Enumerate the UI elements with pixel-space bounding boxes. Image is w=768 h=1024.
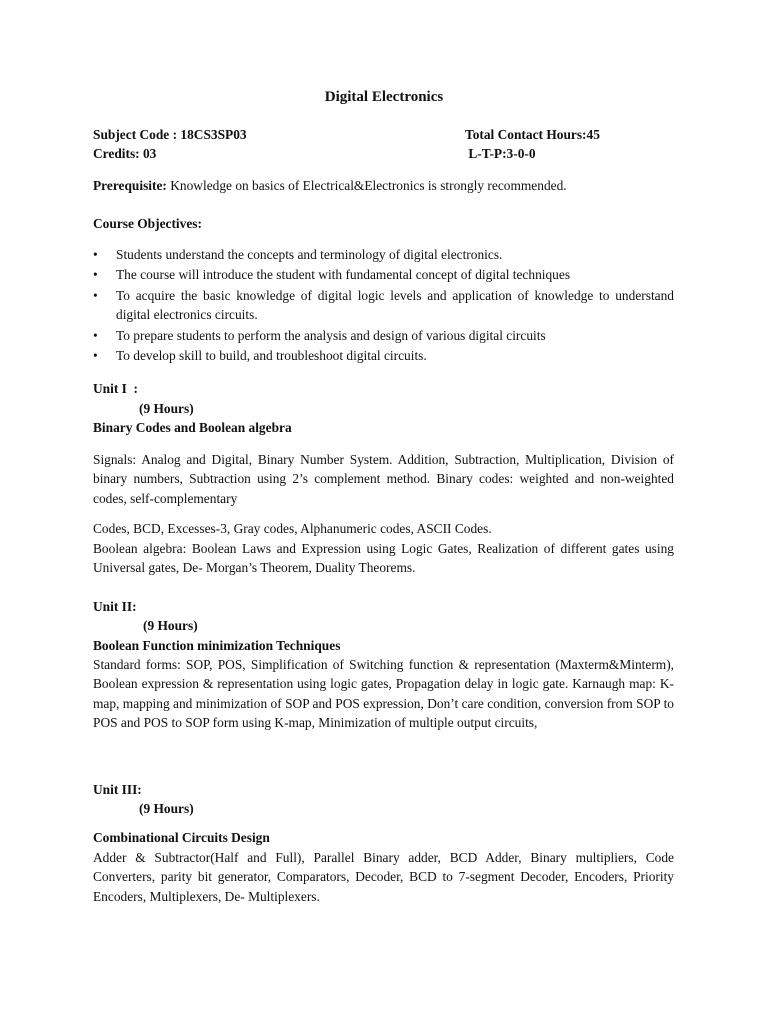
subject-code: Subject Code : 18CS3SP03 [93, 127, 247, 142]
unit1-label: Unit I : [93, 381, 139, 396]
unit1-para2b: Boolean algebra: Boolean Laws and Expression using Logic Gates, Realization of different gates using Universal gates, De- Morgan’s Theorem, Duality Theorems. [93, 541, 674, 576]
prerequisite-label: Prerequisite: [93, 178, 167, 193]
unit2-para: Standard forms: SOP, POS, Simplification of Switching function & representation (Maxterm&Minterm), Boolean expression & representation using logic gates, Propagation delay in logic gate. Karnaugh map: K-map, mapping and minimization of SOP and POS expression, Don’t care condition, conversion from SOP to POS and POS to SOP form using K-map, Minimization of multiple output circuits, [93, 657, 674, 731]
objectives-heading: Course Objectives: [93, 216, 202, 231]
objectives-list [93, 245, 674, 366]
unit2-hours: (9 Hours) [143, 618, 198, 633]
unit2-label: Unit II: [93, 599, 137, 614]
unit3-topic: Combinational Circuits Design [93, 830, 270, 845]
list-item: • To acquire the basic knowledge of digital logic levels and application of knowledge to understand digital electronics circuits. [93, 286, 674, 325]
total-contact-hours: Total Contact Hours:45 [465, 127, 600, 142]
unit1-para1: Signals: Analog and Digital, Binary Number System. Addition, Subtraction, Multiplication, Division of binary numbers, Subtraction using 2’s complement method. Binary codes: weighted and non-weighted codes, self-complementary [93, 452, 674, 506]
credits: Credits: 03 [93, 146, 157, 162]
unit3-para: Adder & Subtractor(Half and Full), Parallel Binary adder, BCD Adder, Binary multipliers, Code Converters, parity bit generator, Comparators, Decoder, BCD to 7-segment Decoder, Encoders, Priority Encoders, Multiplexers, De- Multiplexers. [93, 850, 674, 904]
unit2-topic: Boolean Function minimization Techniques [93, 638, 341, 653]
prerequisite-text: Knowledge on basics of Electrical&Electronics is strongly recommended. [166, 178, 567, 193]
list-item: • The course will introduce the student with fundamental concept of digital techniques [93, 265, 674, 284]
list-item: • To prepare students to perform the analysis and design of various digital circuits [93, 326, 674, 345]
list-item: • To develop skill to build, and troubleshoot digital circuits. [93, 346, 674, 365]
course-meta [93, 125, 674, 164]
prerequisite [93, 176, 674, 195]
unit1-topic: Binary Codes and Boolean algebra [93, 420, 292, 435]
page-title: Digital Electronics [324, 89, 444, 105]
ltp: L-T-P:3-0-0 [465, 146, 536, 162]
unit3-label: Unit III: [93, 782, 142, 797]
unit1-para2a: Codes, BCD, Excesses-3, Gray codes, Alphanumeric codes, ASCII Codes. [93, 521, 492, 536]
list-item: • Students understand the concepts and terminology of digital electronics. [93, 245, 674, 264]
unit1-hours: (9 Hours) [139, 401, 194, 416]
unit3-hours: (9 Hours) [139, 801, 194, 816]
